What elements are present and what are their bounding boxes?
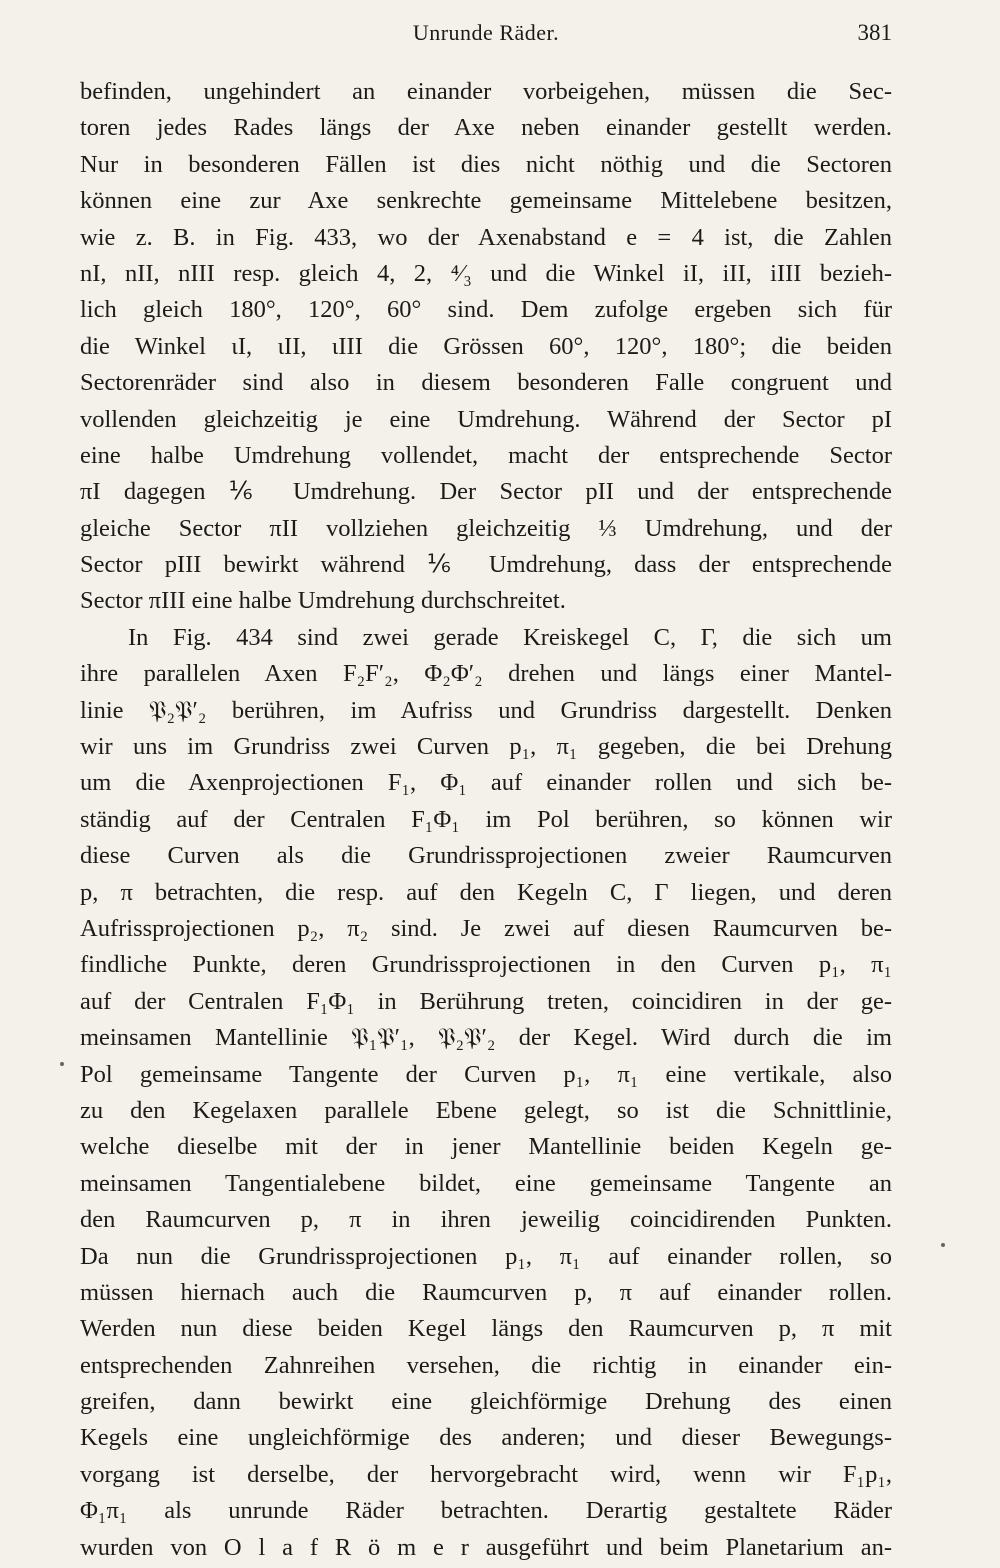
text-line: Nur in besonderen Fällen ist dies nicht nöthig und die Sectoren [80,150,892,178]
text-line: befinden, ungehindert an einander vorbeigehen, müssen die Sec- [80,78,892,105]
text-line: meinsamen Tangentialebene bildet, eine gemeinsame Tangente an [80,1169,892,1197]
text-line: diese Curven als die Grundrissprojectionen zweier Raumcurven [80,842,892,870]
text-line: gleiche Sector πII vollziehen gleichzeitig ⅓ Umdrehung, und der [80,514,892,542]
text-line: vollenden gleichzeitig je eine Umdrehung. Während der Sector pI [80,405,892,433]
text-line: welche dieselbe mit der in jener Mantellinie beiden Kegeln ge- [80,1133,892,1161]
page-header [80,20,892,52]
text-line: können eine zur Axe senkrechte gemeinsame Mittelebene besitzen, [80,187,892,215]
text-line: die Winkel ιI, ιII, ιIII die Grössen 60°, 120°, 180°; die beiden [80,332,892,360]
text-line: entsprechenden Zahnreihen versehen, die richtig in einander ein- [80,1351,892,1379]
text-line: zu den Kegelaxen parallele Ebene gelegt, so ist die Schnittlinie, [80,1096,892,1124]
text-line: findliche Punkte, deren Grundrissprojectionen in den Curven p₁, π₁ [80,951,892,979]
text-line: auf der Centralen F₁Φ₁ in Berührung treten, coincidiren in der ge- [80,987,892,1015]
text-line: um die Axenprojectionen F₁, Φ₁ auf einander rollen und sich be- [80,769,892,797]
text-line: müssen hiernach auch die Raumcurven p, π auf einander rollen. [80,1278,892,1306]
text-line: wurden von O l a f R ö m e r ausgeführt und beim Planetarium an- [80,1533,892,1561]
text-line: lich gleich 180°, 120°, 60° sind. Dem zufolge ergeben sich für [80,296,892,324]
text-line: vorgang ist derselbe, der hervorgebracht wird, wenn wir F₁p₁, [80,1460,892,1488]
text-line: Sectorenräder sind also in diesem besonderen Falle congruent und [80,369,892,397]
page-number: 381 [857,20,892,45]
text-line: Aufrissprojectionen p₂, π₂ sind. Je zwei auf diesen Raumcurven be- [80,914,892,942]
text-line: ihre parallelen Axen F₂F′₂, Φ₂Φ′₂ drehen und längs einer Mantel- [80,660,892,688]
text-line: πI dagegen ⅙ Umdrehung. Der Sector pII und der entsprechende [80,478,892,506]
text-line: Φ₁π₁ als unrunde Räder betrachten. Derartig gestaltete Räder [80,1497,892,1525]
text-line: Sector πIII eine halbe Umdrehung durchschreitet. [80,587,566,615]
text-line: In Fig. 434 sind zwei gerade Kreiskegel C, Γ, die sich um [128,623,892,651]
text-line: ständig auf der Centralen F₁Φ₁ im Pol berühren, so können wir [80,805,892,833]
text-line: eine halbe Umdrehung vollendet, macht der entsprechende Sector [80,441,892,469]
body-text [80,74,892,1566]
text-line: nI, nII, nIII resp. gleich 4, 2, ⁴⁄₃ und die Winkel iI, iII, iIII bezieh- [80,259,892,287]
text-line: toren jedes Rades längs der Axe neben einander gestellt werden. [80,114,892,142]
text-line: Werden nun diese beiden Kegel längs den Raumcurven p, π mit [80,1315,892,1343]
text-line: Sector pIII bewirkt während ⅙ Umdrehung, dass der entsprechende [80,551,892,579]
text-line: den Raumcurven p, π in ihren jeweilig coincidirenden Punkten. [80,1206,892,1234]
text-line: Kegels eine ungleichförmige des anderen; und dieser Bewegungs- [80,1424,892,1452]
text-line: greifen, dann bewirkt eine gleichförmige Drehung des einen [80,1388,892,1416]
text-line: wie z. B. in Fig. 433, wo der Axenabstand e = 4 ist, die Zahlen [80,223,892,251]
margin-speck [941,1243,945,1247]
text-line: linie 𝔓₂𝔓′₂ berühren, im Aufriss und Grundriss dargestellt. Denken [80,696,892,724]
margin-speck [60,1062,64,1066]
running-title: Unrunde Räder. [412,20,560,45]
text-line: Da nun die Grundrissprojectionen p₁, π₁ auf einander rollen, so [80,1242,892,1270]
text-line: meinsamen Mantellinie 𝔓₁𝔓′₁, 𝔓₂𝔓′₂ der Kegel. Wird durch die im [80,1024,892,1052]
text-line: Pol gemeinsame Tangente der Curven p₁, π₁ eine vertikale, also [80,1060,892,1088]
text-line: wir uns im Grundriss zwei Curven p₁, π₁ gegeben, die bei Drehung [80,733,892,761]
text-line: p, π betrachten, die resp. auf den Kegeln C, Γ liegen, und deren [80,878,892,906]
